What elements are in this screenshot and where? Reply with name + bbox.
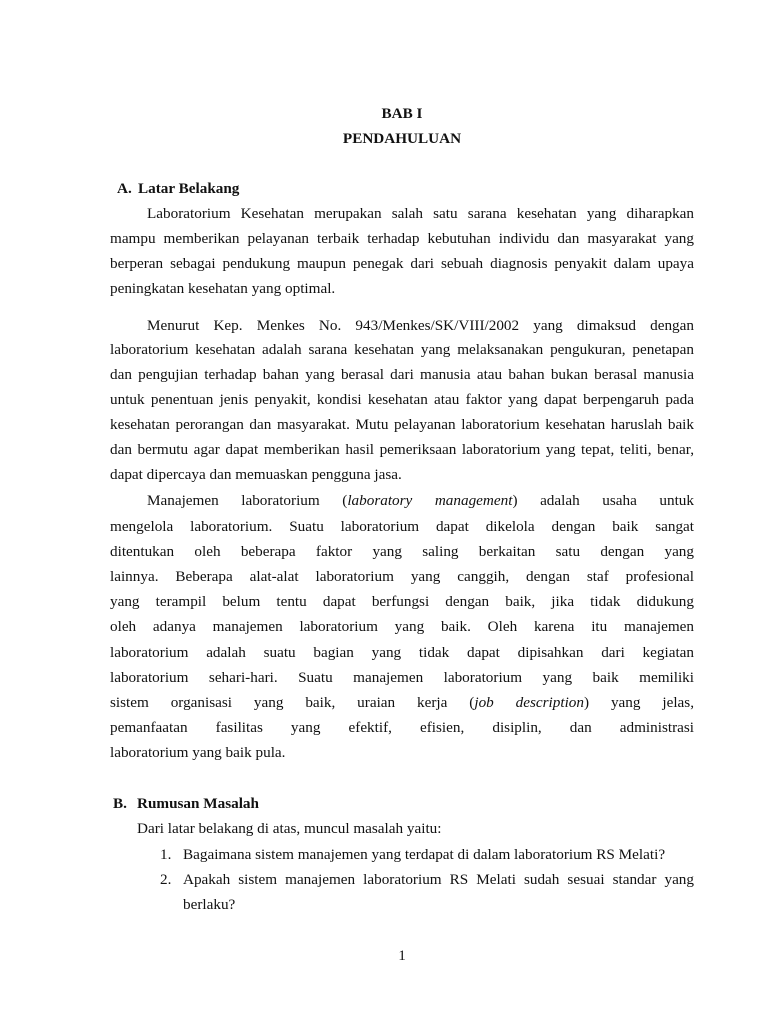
list-item-text <box>183 867 694 917</box>
paragraph-line: peningkatan kesehatan yang optimal. <box>110 279 336 297</box>
text-segment: ) yang jelas, <box>584 693 695 711</box>
section-marker: B. <box>113 794 127 812</box>
section-heading-latar-belakang <box>117 176 239 201</box>
chapter-title: PENDAHULUAN <box>342 129 462 147</box>
paragraph-line: Laboratorium Kesehatan merupakan salah satu sarana kesehatan yang diharapkan <box>147 204 694 222</box>
paragraph-line: laboratorium sehari-hari. Suatu manajemen laboratorium yang baik memiliki <box>110 668 694 686</box>
italic-term: laboratory management <box>347 492 513 510</box>
list-item-line: Apakah sistem manajemen laboratorium RS Melati sudah sesuai standar yang <box>183 870 694 888</box>
paragraph-line: yang terampil belum tentu dapat berfungsi dengan baik, jika tidak didukung <box>110 593 694 611</box>
list-item-text <box>183 842 694 867</box>
paragraph-line <box>110 690 694 715</box>
italic-term: job description <box>474 693 584 711</box>
paragraph-line: oleh adanya manajemen laboratorium yang baik. Oleh karena itu manajemen <box>110 618 694 636</box>
paragraph-line: lainnya. Beberapa alat-alat laboratorium yang canggih, dengan staf profesional <box>110 567 694 585</box>
paragraph-line: dan bermutu agar dapat memberikan hasil pemeriksaan laboratorium yang tepat, teliti, benar, <box>110 440 694 458</box>
section-intro: Dari latar belakang di atas, muncul masalah yaitu: <box>137 819 442 837</box>
paragraph-line: laboratorium kesehatan adalah sarana kesehatan yang melaksanakan pengukuran, penetapan <box>110 341 694 359</box>
paragraph-line: dan pengujian terhadap bahan yang berasal dari manusia atau bahan bukan berasal manusia <box>110 366 694 384</box>
page-number: 1 <box>398 946 406 964</box>
paragraph-line: Menurut Kep. Menkes No. 943/Menkes/SK/VIII/2002 yang dimaksud dengan <box>147 316 694 334</box>
paragraph-line <box>110 488 694 513</box>
text-segment: sistem organisasi yang baik, uraian kerja ( <box>110 693 475 711</box>
paragraph-line: dapat dipercaya dan memuaskan pengguna jasa. <box>110 465 402 483</box>
text-segment: ) adalah usaha untuk <box>512 492 694 510</box>
section-heading-rumusan-masalah <box>113 791 259 816</box>
paragraph-line: kesehatan perorangan dan masyarakat. Mutu pelayanan laboratorium kesehatan haruslah baik <box>110 415 694 433</box>
paragraph-line: mampu memberikan pelayanan terbaik terhadap kebutuhan individu dan masyarakat yang <box>110 229 694 247</box>
list-item-line: berlaku? <box>183 895 236 913</box>
paragraph-line: mengelola laboratorium. Suatu laboratorium dapat dikelola dengan baik sangat <box>110 517 694 535</box>
paragraph <box>110 201 694 301</box>
list-item-line: Bagaimana sistem manajemen yang terdapat di dalam laboratorium RS Melati? <box>183 845 666 863</box>
paragraph <box>110 488 694 765</box>
text-segment: Manajemen laboratorium ( <box>147 492 348 510</box>
paragraph-line: laboratorium yang baik pula. <box>110 744 286 762</box>
paragraph-line: laboratorium adalah suatu bagian yang tidak dapat dipisahkan dari kegiatan <box>110 643 694 661</box>
paragraph-line: berperan sebagai pendukung maupun penegak dari sebuah diagnosis penyakit dalam upaya <box>110 254 694 272</box>
section-title: Latar Belakang <box>138 179 240 197</box>
chapter-label: BAB I <box>381 104 423 122</box>
section-title: Rumusan Masalah <box>137 794 259 812</box>
paragraph-line: untuk penentuan jenis penyakit, kondisi kesehatan atau faktor yang dapat berpengaruh pada <box>110 391 694 409</box>
list-number: 1. <box>160 845 172 863</box>
paragraph <box>110 314 694 488</box>
paragraph-line: ditentukan oleh beberapa faktor yang saling berkaitan satu dengan yang <box>110 542 694 560</box>
list-number: 2. <box>160 870 172 888</box>
paragraph-line: pemanfaatan fasilitas yang efektif, efisien, disiplin, dan administrasi <box>110 719 694 737</box>
section-marker: A. <box>117 179 132 197</box>
